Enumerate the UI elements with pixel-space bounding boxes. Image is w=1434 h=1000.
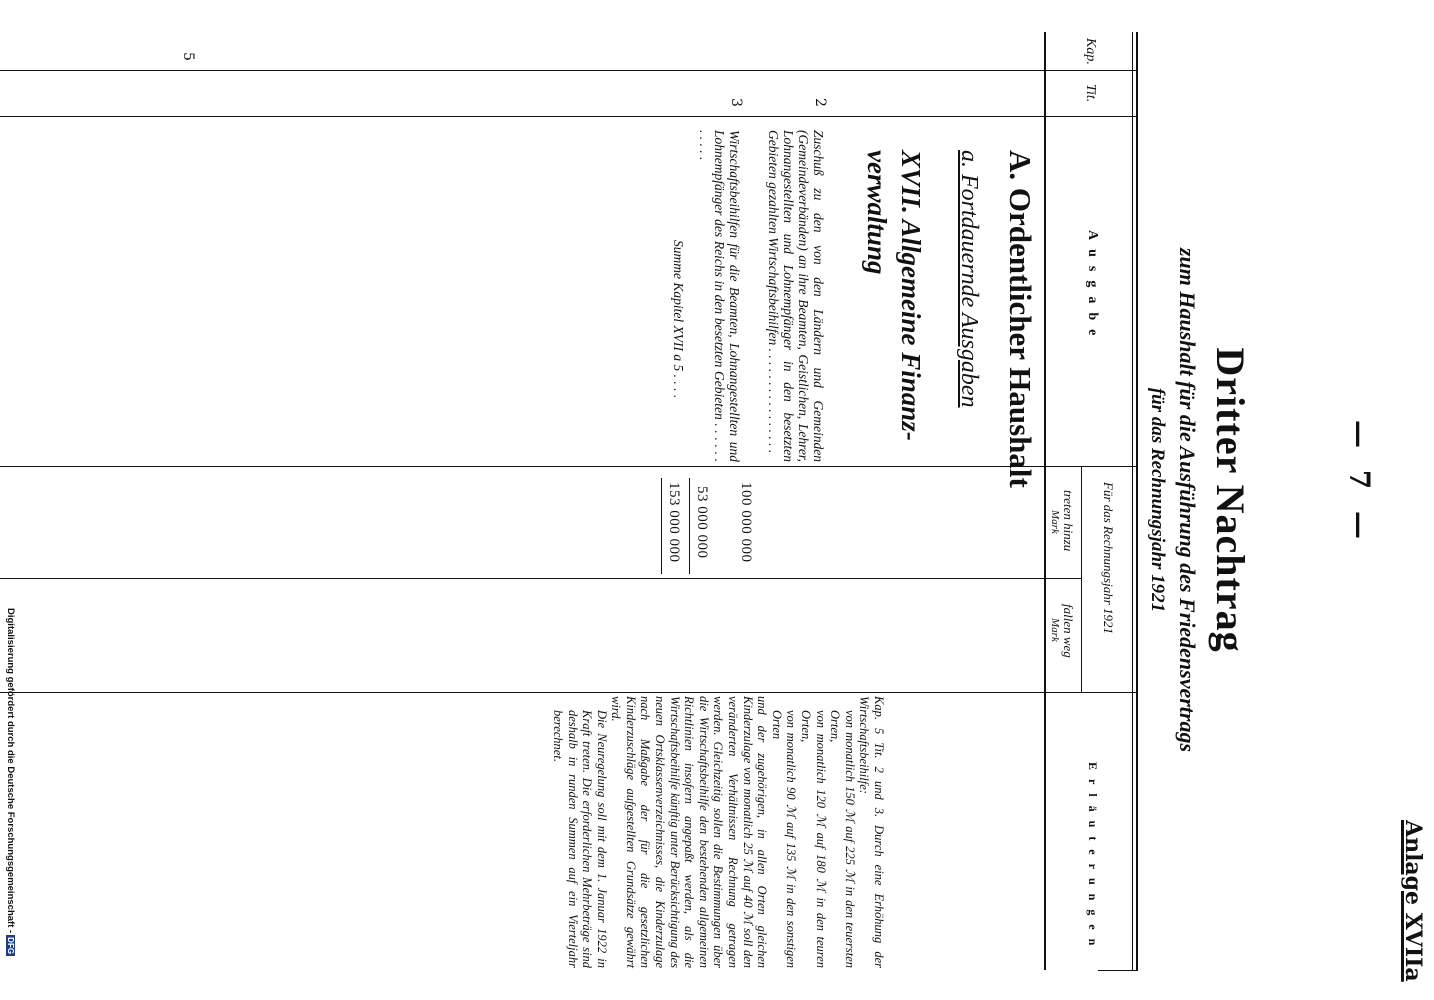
row-text-3: Wirtschaftsbeihilfen für die Beamten, Lohnangestellten und Lohnempfänger des Reichs in den besetzten Gebieten . . . . . . . . . . . (697, 130, 742, 462)
header-erlaeuterungen: Erläuterungen (1086, 762, 1100, 955)
section-ordentlicher-haushalt: A. Ordentlicher Haushalt (1003, 150, 1038, 488)
row-amount-3: 53 000 000 (694, 486, 710, 559)
amount-col-rule (0, 578, 1082, 579)
document-title: Dritter Nachtrag (1208, 347, 1253, 653)
section-fortdauernde-ausgaben: a. Fortdauernde Ausgaben (956, 150, 982, 408)
header-tit: Tit. (1083, 84, 1098, 103)
row-text-2: Zuschuß zu den von den Ländern und Gemeinden (Gemeindeverbänden) an ihre Beamten, Geistlichen, Lehrer, Lohnangestellten und Lohnempfänger in den besetzten Gebieten gezahlten Wirtschaftsbeihilfen . . . . . . . . . . . . . . . . (766, 130, 826, 462)
note-line-1: von monatlich 150 ℳ auf 225 ℳ in den teuersten Orten, (828, 710, 857, 968)
dfg-logo: DFG (6, 937, 15, 955)
table-right-rule (1098, 970, 1138, 971)
kap-col-rule (0, 70, 1138, 71)
year-header-rule (1081, 466, 1082, 692)
ausgabe-col-rule (0, 466, 1138, 467)
note-line-3: von monatlich 90 ℳ auf 135 ℳ in den sonstigen Orten (769, 710, 799, 968)
header-mark-1: Mark (1049, 510, 1061, 534)
erlaeuterungen-text (550, 696, 886, 968)
note-line-2: von monatlich 120 ℳ auf 180 ℳ in den teuren Orten, (799, 710, 828, 968)
anlage-label: Anlage XVIIa (1400, 820, 1426, 982)
sum-label: Summe Kapitel XVII a 5 . . . . (671, 240, 686, 399)
sum-rule (689, 478, 690, 574)
header-treten-hinzu: treten hinzu (1061, 490, 1076, 552)
kap-number: 5 (180, 52, 196, 61)
header-ausgabe: Ausgabe (1085, 230, 1100, 345)
table-top-rule-thin (1132, 32, 1133, 970)
row-tit-3: 3 (728, 98, 744, 107)
page-number: — 7 — (1343, 420, 1376, 545)
note-intro: Kap. 5 Tit. 2 und 3. Durch eine Erhöhung der Wirtschaftsbeihilfe: (857, 696, 886, 968)
section-finanzverwaltung: XVII. Allgemeine Finanz-verwaltung (862, 150, 926, 441)
sum-value: 153 000 000 (666, 482, 682, 563)
header-rechnungsjahr: Für das Rechnungsjahr 1921 (1101, 482, 1116, 635)
note-paragraph-2: und der zugehörigen, in allen Orten gleichen Kinderzulage von monatlich 25 ℳ auf 40 ℳ soll den veränderten Verhältnissen Rechnung getragen werden. Gleichzeitig sollen die Bestimmungen über die Wirtschaftsbeihilfe den bestehenden allgemeinen Richtlinien insofern angepaßt werden, als die Wirtschaftsbeihilfe künftig unter Berücksichtigung des neuen Ortsklassenverzeichnisses, die Kinderzulage nach Maßgabe der für die gesetzlichen Kinderzuschläge aufgestellten Grundsätze gewährt wird. (609, 696, 770, 968)
credit-text: Digitalisierung gefördert durch die Deutsche Forschungsgemeinschaft - (5, 608, 16, 934)
row-amount-2: 100 000 000 (738, 482, 754, 563)
header-mark-2: Mark (1049, 618, 1061, 642)
row-tit-2: 2 (812, 98, 828, 107)
table-top-rule (1136, 32, 1138, 970)
fiscal-year-line: für das Rechnungsjahr 1921 (1147, 387, 1168, 613)
header-kap: Kap. (1083, 38, 1098, 65)
header-bottom-rule (1044, 32, 1046, 970)
document-subtitle: zum Haushalt für die Ausführung des Friedensvertrags (1175, 247, 1200, 753)
header-fallen-weg: fallen weg (1061, 604, 1076, 658)
note-paragraph-3: Die Neuregelung soll mit dem 1. Januar 1922 in Kraft treten. Die erforderlichen Mehrbeträge sind deshalb in runden Summen auf ein Vierteljahr berechnet. (550, 710, 609, 968)
sum-underline (661, 478, 662, 574)
digitization-credit (5, 608, 16, 956)
tit-col-rule (0, 116, 1138, 117)
erlaeuterungen-col-rule (0, 692, 1138, 693)
